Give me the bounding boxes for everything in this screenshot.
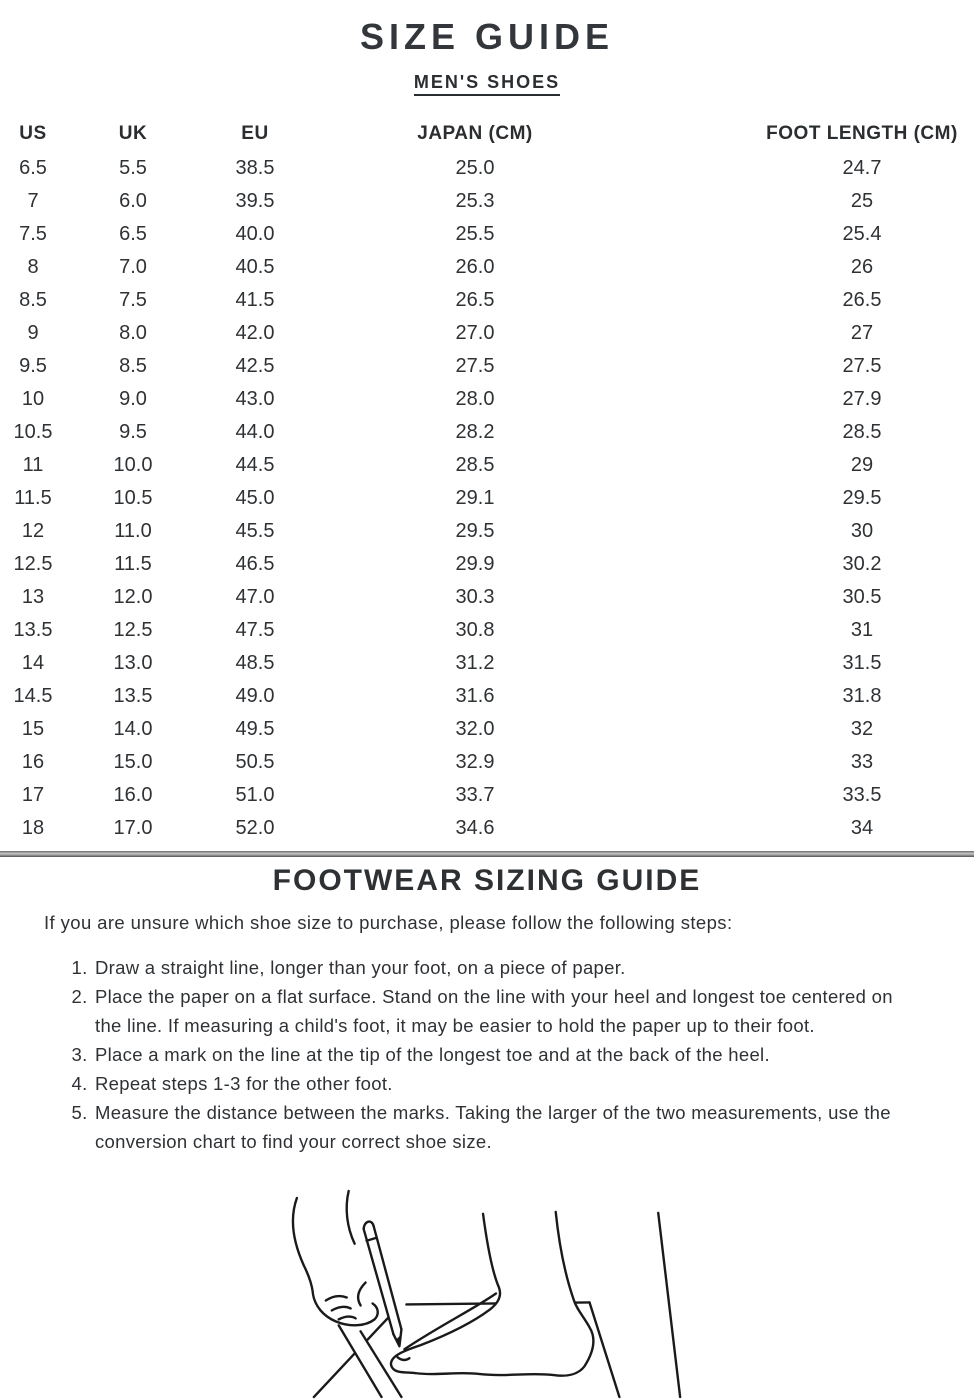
table-header-row <box>0 116 974 152</box>
size-cell: 31.8 <box>842 685 882 707</box>
size-cell: 46.5 <box>235 553 275 575</box>
sizing-step: 1. Draw a straight line, longer than your foot, on a piece of paper. <box>93 953 893 982</box>
size-cell: 6.5 <box>19 157 47 179</box>
second-leg-line <box>658 1213 680 1397</box>
size-cell: 14 <box>21 652 45 674</box>
size-cell: 31.2 <box>455 652 495 674</box>
size-cell: 11.5 <box>114 553 152 575</box>
size-cell: 29.5 <box>842 487 882 509</box>
table-body <box>0 152 974 845</box>
size-cell: 31 <box>850 619 874 641</box>
size-cell: 52.0 <box>235 817 275 839</box>
size-cell: 8.5 <box>19 289 47 311</box>
table-row <box>0 581 974 614</box>
sizing-guide-title: FOOTWEAR SIZING GUIDE <box>272 864 702 897</box>
size-cell: 34 <box>850 817 874 839</box>
size-cell: 42.0 <box>235 322 275 344</box>
size-cell: 29.1 <box>455 487 495 509</box>
size-cell: 12.5 <box>13 553 53 575</box>
size-cell: 16.0 <box>113 784 153 806</box>
size-cell: 25.3 <box>455 190 495 212</box>
size-cell: 28.0 <box>455 388 495 410</box>
table-row <box>0 449 974 482</box>
table-row <box>0 350 974 383</box>
size-cell: 47.0 <box>235 586 275 608</box>
column-header: EU <box>241 123 269 144</box>
size-cell: 32.9 <box>455 751 495 773</box>
size-cell: 45.5 <box>235 520 275 542</box>
size-cell: 27 <box>850 322 874 344</box>
size-cell: 13.5 <box>113 685 153 707</box>
size-cell: 49.5 <box>235 718 275 740</box>
page-subtitle: MEN'S SHOES <box>414 72 560 96</box>
size-cell: 30.3 <box>455 586 495 608</box>
size-cell: 41.5 <box>235 289 275 311</box>
size-cell: 40.5 <box>235 256 275 278</box>
arm-lines <box>293 1191 355 1293</box>
table-row <box>0 647 974 680</box>
size-cell: 25.4 <box>842 223 882 245</box>
size-cell: 14.5 <box>13 685 53 707</box>
size-cell: 26.0 <box>455 256 495 278</box>
table-row <box>0 614 974 647</box>
size-cell: 16 <box>21 751 45 773</box>
size-cell: 12.0 <box>113 586 153 608</box>
size-cell: 30.8 <box>455 619 495 641</box>
foot-outline <box>391 1212 593 1376</box>
size-cell: 51.0 <box>235 784 275 806</box>
table-row <box>0 515 974 548</box>
size-cell: 15 <box>21 718 45 740</box>
size-cell: 13.5 <box>13 619 53 641</box>
size-cell: 9.5 <box>119 421 147 443</box>
size-cell: 45.0 <box>235 487 275 509</box>
size-cell: 30 <box>850 520 874 542</box>
size-cell: 10 <box>21 388 45 410</box>
sizing-step: 4. Repeat steps 1-3 for the other foot. <box>93 1069 893 1098</box>
size-cell: 44.0 <box>235 421 275 443</box>
size-cell: 49.0 <box>235 685 275 707</box>
size-cell: 33.7 <box>455 784 495 806</box>
sizing-step: 5. Measure the distance between the marks. Taking the larger of the two measurements, use the conversion chart to find your correct shoe size. <box>93 1098 893 1156</box>
size-cell: 44.5 <box>235 454 275 476</box>
size-cell: 14.0 <box>113 718 153 740</box>
size-cell: 10.5 <box>113 487 153 509</box>
size-cell: 9.5 <box>19 355 47 377</box>
size-cell: 26 <box>850 256 874 278</box>
size-cell: 5.5 <box>119 157 147 179</box>
size-cell: 29 <box>850 454 874 476</box>
size-cell: 26.5 <box>842 289 882 311</box>
size-cell: 42.5 <box>235 355 275 377</box>
size-cell: 50.5 <box>235 751 275 773</box>
size-cell: 12.5 <box>113 619 153 641</box>
table-row <box>0 812 974 845</box>
size-cell: 17.0 <box>113 817 153 839</box>
size-cell: 9 <box>27 322 39 344</box>
sizing-steps-list <box>0 953 893 1156</box>
size-cell: 34.6 <box>455 817 495 839</box>
table-row <box>0 680 974 713</box>
size-cell: 26.5 <box>455 289 495 311</box>
size-cell: 12 <box>21 520 45 542</box>
size-cell: 6.5 <box>119 223 147 245</box>
size-cell: 27.5 <box>842 355 882 377</box>
table-row <box>0 779 974 812</box>
size-cell: 25.0 <box>455 157 495 179</box>
size-cell: 28.5 <box>455 454 495 476</box>
size-cell: 9.0 <box>119 388 147 410</box>
table-row <box>0 317 974 350</box>
table-row <box>0 218 974 251</box>
table-row <box>0 416 974 449</box>
pencil <box>364 1222 402 1347</box>
table-row <box>0 284 974 317</box>
size-cell: 10.0 <box>113 454 153 476</box>
size-cell: 18 <box>21 817 45 839</box>
size-cell: 25 <box>850 190 874 212</box>
size-cell: 13 <box>21 586 45 608</box>
size-cell: 27.9 <box>842 388 882 410</box>
size-cell: 31.6 <box>455 685 495 707</box>
size-cell: 38.5 <box>235 157 275 179</box>
size-cell: 7 <box>27 190 39 212</box>
size-cell: 11.0 <box>114 520 152 542</box>
size-cell: 30.2 <box>842 553 882 575</box>
size-cell: 27.5 <box>455 355 495 377</box>
size-cell: 8 <box>27 256 39 278</box>
foot-measurement-illustration <box>268 1186 718 1400</box>
hand <box>313 1280 379 1326</box>
size-cell: 28.5 <box>842 421 882 443</box>
size-cell: 30.5 <box>842 586 882 608</box>
size-cell: 13.0 <box>113 652 153 674</box>
size-cell: 11.5 <box>14 487 52 509</box>
size-cell: 33 <box>850 751 874 773</box>
size-cell: 43.0 <box>235 388 275 410</box>
size-cell: 29.9 <box>455 553 495 575</box>
table-row <box>0 482 974 515</box>
size-cell: 27.0 <box>455 322 495 344</box>
size-cell: 7.0 <box>119 256 147 278</box>
size-cell: 47.5 <box>235 619 275 641</box>
sizing-step: 2. Place the paper on a flat surface. Stand on the line with your heel and longest toe centered on the line. If measuring a child's foot, it may be easier to hold the paper up to their foot. <box>93 982 893 1040</box>
size-cell: 8.5 <box>119 355 147 377</box>
table-row <box>0 548 974 581</box>
sizing-guide-intro: If you are unsure which shoe size to purchase, please follow the following steps: <box>44 912 733 933</box>
size-cell: 32 <box>850 718 874 740</box>
table-row <box>0 251 974 284</box>
table-row <box>0 152 974 185</box>
table-row <box>0 746 974 779</box>
size-cell: 11 <box>22 454 44 476</box>
size-cell: 39.5 <box>235 190 275 212</box>
column-header: US <box>19 123 47 144</box>
size-cell: 7.5 <box>19 223 47 245</box>
column-header: FOOT LENGTH (CM) <box>766 123 958 144</box>
sizing-step: 3. Place a mark on the line at the tip of the longest toe and at the back of the heel. <box>93 1040 893 1069</box>
page-title: SIZE GUIDE <box>359 16 615 57</box>
size-cell: 10.5 <box>13 421 53 443</box>
table-row <box>0 713 974 746</box>
size-cell: 6.0 <box>119 190 147 212</box>
page-subtitle-row <box>0 72 974 96</box>
size-cell: 28.2 <box>455 421 495 443</box>
size-cell: 40.0 <box>235 223 275 245</box>
table-row <box>0 185 974 218</box>
section-divider <box>0 851 974 857</box>
size-cell: 17 <box>21 784 45 806</box>
column-header: JAPAN (CM) <box>417 123 533 144</box>
size-cell: 33.5 <box>842 784 882 806</box>
size-cell: 29.5 <box>455 520 495 542</box>
size-cell: 8.0 <box>119 322 147 344</box>
size-cell: 15.0 <box>113 751 153 773</box>
size-conversion-table <box>0 116 974 845</box>
column-header: UK <box>118 123 148 144</box>
table-row <box>0 383 974 416</box>
size-cell: 48.5 <box>235 652 275 674</box>
size-cell: 7.5 <box>119 289 147 311</box>
size-cell: 24.7 <box>842 157 882 179</box>
size-cell: 32.0 <box>455 718 495 740</box>
size-cell: 31.5 <box>842 652 882 674</box>
size-cell: 25.5 <box>455 223 495 245</box>
